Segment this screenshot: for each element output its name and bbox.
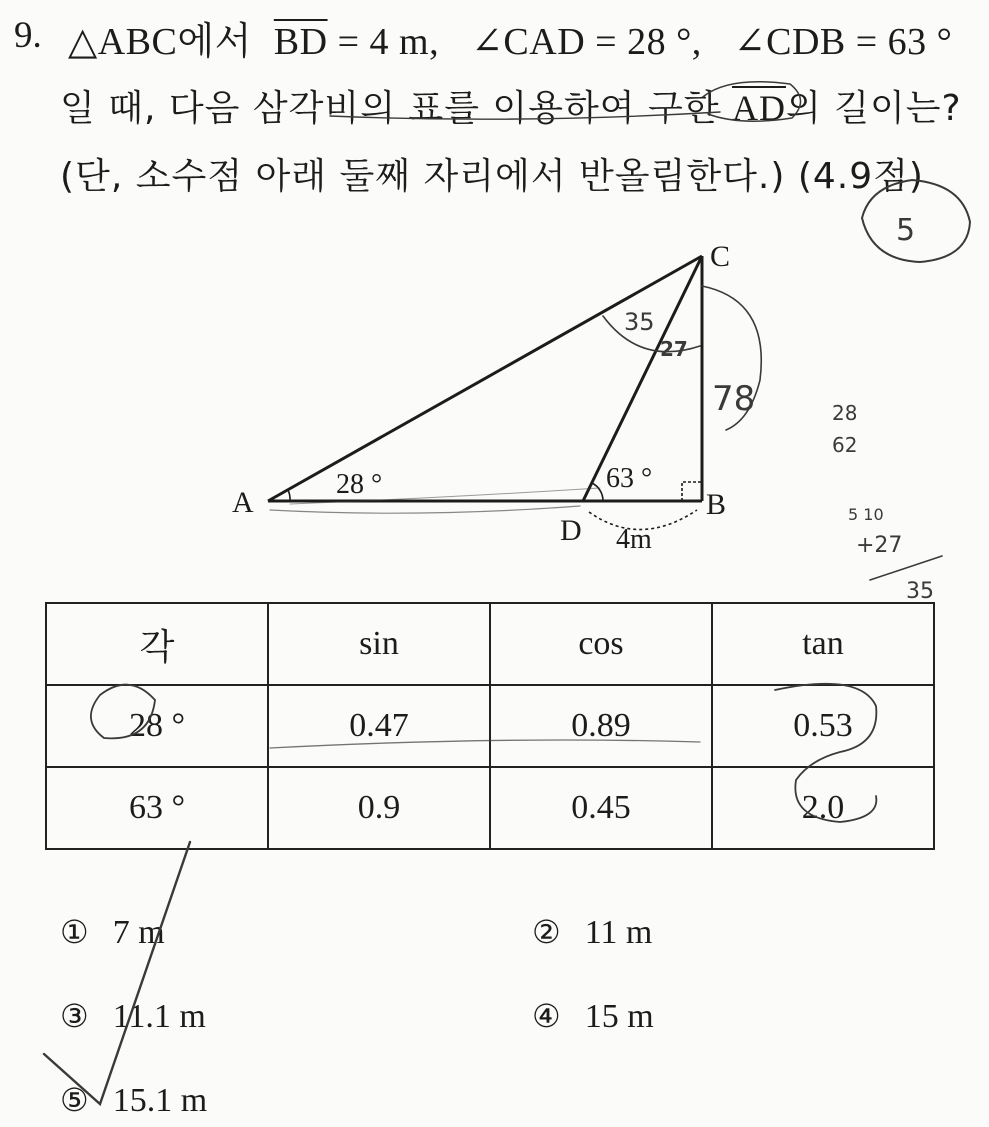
margin-note-5: 35	[906, 579, 934, 604]
table-cell: 63 °	[46, 767, 268, 849]
choice-2[interactable]	[532, 912, 652, 952]
segment-db-label: 4m	[616, 524, 652, 555]
answer-circle-text: 5	[896, 213, 916, 248]
angle-cad-text: ∠CAD = 28 °,	[471, 21, 702, 63]
segment-bd-label: $\overline{BD}$	[273, 21, 328, 63]
table-row	[46, 767, 934, 849]
margin-note-3: 5 10	[848, 505, 884, 524]
choice-1[interactable]	[60, 912, 165, 952]
choice-number: ②	[532, 913, 561, 951]
choice-value: 11 m	[584, 914, 653, 951]
table-header-row	[46, 603, 934, 685]
question-number: 9.	[14, 15, 42, 56]
margin-note-4: +27	[856, 533, 903, 558]
choice-number: ①	[60, 913, 89, 951]
table-header-angle: 각	[46, 603, 268, 685]
check-mark-icon	[44, 842, 190, 1104]
table-cell: 0.47	[268, 685, 490, 767]
choice-number: ③	[60, 997, 89, 1035]
vertex-c-label: C	[710, 240, 731, 273]
choice-4[interactable]	[532, 996, 654, 1036]
angle-cdb-text: ∠CDB = 63 °	[733, 21, 953, 63]
angle-note-right: 78	[712, 379, 756, 419]
choice-value: 7 m	[112, 914, 165, 951]
angle-a-label: 28 °	[336, 469, 383, 500]
question-line-2-after: 의 길이는?	[785, 88, 962, 129]
table-cell: 0.89	[490, 685, 712, 767]
choice-3[interactable]	[60, 996, 206, 1036]
table-header-tan: tan	[712, 603, 934, 685]
table-cell: 2.0	[712, 767, 934, 849]
angle-d-label: 63 °	[606, 463, 653, 494]
table-row	[46, 685, 934, 767]
segment-bd-value: = 4 m,	[337, 21, 440, 63]
vertex-a-label: A	[232, 486, 254, 519]
choice-number: ④	[532, 997, 561, 1035]
choice-value: 15.1 m	[112, 1082, 208, 1119]
vertex-b-label: B	[706, 488, 727, 521]
angle-d-arc	[592, 483, 603, 501]
segment-ad-label: $\overline{AD}$	[731, 88, 786, 128]
choice-number: ⑤	[60, 1081, 89, 1119]
table-cell: 28 °	[46, 685, 268, 767]
angle-a-arc	[288, 490, 290, 501]
table-cell: 0.9	[268, 767, 490, 849]
question-line-2-before: 일 때, 다음 삼각비의 표를 이용하여 구한	[60, 88, 720, 129]
choice-value: 15 m	[584, 998, 654, 1035]
question-line-3: (단, 소수점 아래 둘째 자리에서 반올림한다.) (4.9점)	[60, 156, 924, 197]
angle-note-mid: 27	[660, 337, 688, 361]
trig-ratio-table	[45, 602, 935, 850]
table-header-sin: sin	[268, 603, 490, 685]
vertex-d-label: D	[560, 514, 582, 547]
table-header-cos: cos	[490, 603, 712, 685]
table-cell: 0.53	[712, 685, 934, 767]
angle-note-top: 35	[624, 308, 655, 336]
margin-note-1: 28	[832, 401, 858, 425]
choice-5[interactable]	[60, 1080, 207, 1120]
margin-note-2: 62	[832, 433, 858, 457]
table-cell: 0.45	[490, 767, 712, 849]
right-angle-mark	[682, 482, 702, 501]
triangle-abc-text: △ABC에서	[68, 21, 252, 63]
choice-value: 11.1 m	[112, 998, 206, 1035]
